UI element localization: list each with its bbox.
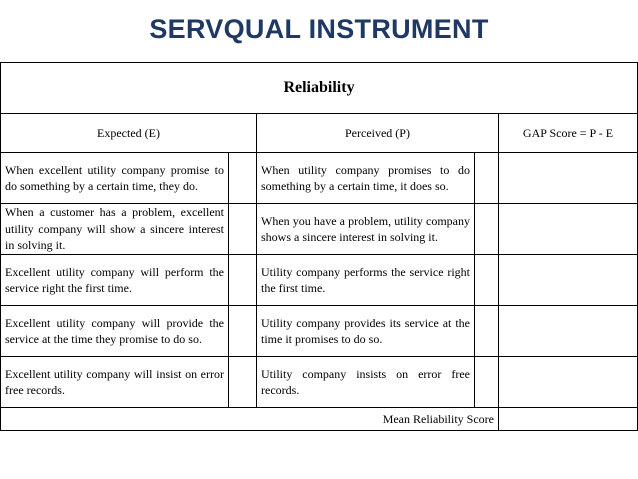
expected-statement: Excellent utility company will insist on error free records. xyxy=(1,357,229,408)
perceived-statement: When utility company promises to do something by a certain time, it does so. xyxy=(257,153,475,204)
gap-score-cell[interactable] xyxy=(499,357,638,408)
perceived-rating-cell[interactable] xyxy=(475,204,499,255)
page-title: SERVQUAL INSTRUMENT xyxy=(149,14,489,44)
table-row xyxy=(1,357,638,408)
perceived-rating-cell[interactable] xyxy=(475,357,499,408)
expected-statement: When a customer has a problem, excellent utility company will show a sincere interest in solving it. xyxy=(1,204,229,255)
expected-statement: Excellent utility company will perform the service right the first time. xyxy=(1,255,229,306)
servqual-table xyxy=(0,62,638,431)
column-header-row xyxy=(1,114,638,153)
table-row xyxy=(1,153,638,204)
section-title: Reliability xyxy=(1,63,638,114)
perceived-column-header: Perceived (P) xyxy=(257,114,499,153)
gap-score-cell[interactable] xyxy=(499,255,638,306)
expected-rating-cell[interactable] xyxy=(229,357,257,408)
perceived-statement: Utility company provides its service at the time it promises to do so. xyxy=(257,306,475,357)
gap-score-cell[interactable] xyxy=(499,306,638,357)
expected-rating-cell[interactable] xyxy=(229,306,257,357)
table-row xyxy=(1,204,638,255)
expected-column-header: Expected (E) xyxy=(1,114,257,153)
perceived-statement: When you have a problem, utility company shows a sincere interest in solving it. xyxy=(257,204,475,255)
expected-rating-cell[interactable] xyxy=(229,255,257,306)
mean-score-row xyxy=(1,408,638,431)
mean-reliability-label: Mean Reliability Score xyxy=(1,408,499,431)
perceived-rating-cell[interactable] xyxy=(475,306,499,357)
perceived-statement: Utility company performs the service right the first time. xyxy=(257,255,475,306)
table-row xyxy=(1,255,638,306)
mean-reliability-score-cell[interactable] xyxy=(499,408,638,431)
gap-column-header: GAP Score = P - E xyxy=(499,114,638,153)
expected-rating-cell[interactable] xyxy=(229,204,257,255)
perceived-rating-cell[interactable] xyxy=(475,255,499,306)
expected-statement: When excellent utility company promise to do something by a certain time, they do. xyxy=(1,153,229,204)
perceived-rating-cell[interactable] xyxy=(475,153,499,204)
expected-rating-cell[interactable] xyxy=(229,153,257,204)
perceived-statement: Utility company insists on error free records. xyxy=(257,357,475,408)
table-row xyxy=(1,306,638,357)
gap-score-cell[interactable] xyxy=(499,153,638,204)
gap-score-cell[interactable] xyxy=(499,204,638,255)
expected-statement: Excellent utility company will provide the service at the time they promise to do so. xyxy=(1,306,229,357)
